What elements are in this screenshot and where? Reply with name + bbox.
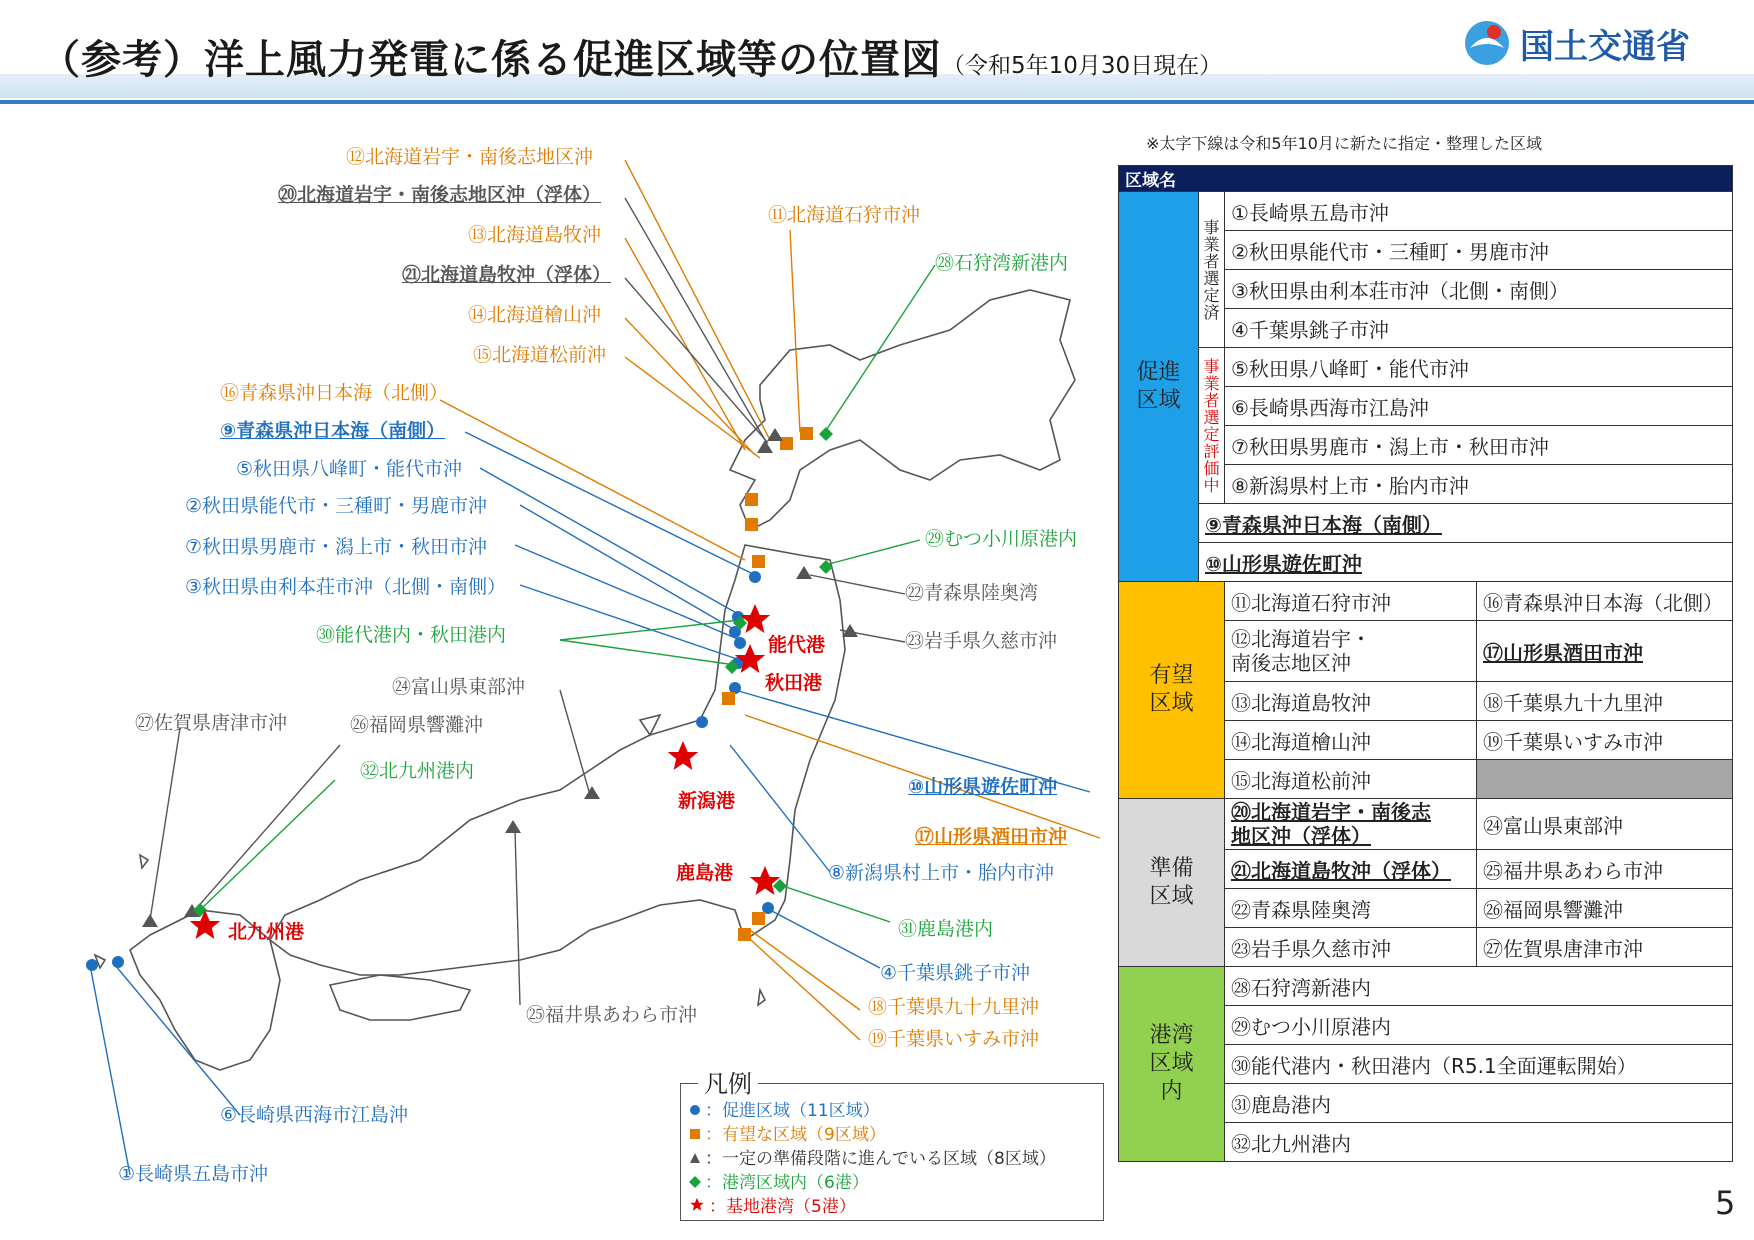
- legend-title: 凡例: [698, 1064, 758, 1099]
- port-label-noshiro: 能代港: [768, 634, 826, 656]
- map-label: ①長崎県五島市沖: [118, 1163, 269, 1185]
- map-label: ㉚能代港内・秋田港内: [316, 624, 507, 646]
- map-label: ⑧新潟県村上市・胎内市沖: [828, 862, 1055, 884]
- map-label: ⑯青森県沖日本海（北側）: [220, 382, 449, 404]
- honshu-shape: [270, 545, 845, 975]
- zone-item: ⑬北海道島牧沖: [1225, 682, 1477, 721]
- zone-item: ⑪北海道石狩市沖: [1225, 582, 1477, 621]
- category-harbor: 港湾 区域 内: [1119, 967, 1225, 1162]
- zone-item: ①長崎県五島市沖: [1225, 192, 1733, 231]
- zone-table: [1118, 165, 1733, 1162]
- map-label: ⑨青森県沖日本海（南側）: [220, 420, 446, 442]
- zone-item-new: ⑩山形県遊佐町沖: [1199, 543, 1733, 582]
- blue-circle-icon: [689, 1101, 701, 1121]
- zone-item: ⑥長崎県西海市江島沖: [1225, 387, 1733, 426]
- port-label-niigata: 新潟港: [678, 790, 736, 812]
- zone-item: ⑭北海道檜山沖: [1225, 721, 1477, 760]
- legend: [680, 1083, 1104, 1221]
- zone-item: ㉙むつ小川原港内: [1225, 1006, 1733, 1045]
- port-label-kitakyushu: 北九州港: [228, 921, 305, 943]
- orange-square-icon: [689, 1125, 701, 1145]
- legend-preparation: ：一定の準備段階に進んでいる区域（8区域）: [689, 1144, 1056, 1169]
- table-header: 区域名: [1119, 166, 1733, 192]
- legend-promotion: ：促進区域（11区域）: [689, 1096, 880, 1121]
- zone-item: ⑦秋田県男鹿市・潟上市・秋田市沖: [1225, 426, 1733, 465]
- japan-map: [0, 120, 1110, 1230]
- hokkaido-shape: [730, 290, 1075, 530]
- map-label: ㉓岩手県久慈市沖: [905, 630, 1058, 652]
- legend-base-port: ：基地港湾（5港）: [689, 1192, 856, 1218]
- zone-item: ⑫北海道岩宇・ 南後志地区沖: [1225, 621, 1477, 682]
- category-promotion: 促進 区域: [1119, 192, 1199, 582]
- map-label: ㉔富山県東部沖: [392, 676, 526, 698]
- map-label: ⑪北海道石狩市沖: [768, 204, 921, 226]
- map-label: ⑬北海道島牧沖: [468, 224, 602, 246]
- map-label: ⑳北海道岩宇・南後志地区沖（浮体）: [278, 184, 602, 206]
- map-label: ㉜北九州港内: [360, 760, 475, 782]
- zone-item: ㉘石狩湾新港内: [1225, 967, 1733, 1006]
- green-diamond-icon: [689, 1173, 701, 1193]
- zone-item-new: ⑳北海道岩宇・南後志 地区沖（浮体）: [1225, 799, 1477, 850]
- zone-item: ㉓岩手県久慈市沖: [1225, 928, 1477, 967]
- map-label: ⑱千葉県九十九里沖: [868, 996, 1040, 1018]
- table-note: ※太字下線は令和5年10月に新たに指定・整理した区域: [1146, 134, 1542, 153]
- page-number: 5: [1715, 1184, 1736, 1222]
- map-label: ⑩山形県遊佐町沖: [908, 776, 1058, 798]
- legend-port: ：港湾区域内（6港）: [689, 1168, 869, 1193]
- page-title: （参考）洋上風力発電に係る促進区域等の位置図（令和5年10月30日現在）: [40, 37, 1223, 83]
- page-subtitle: （令和5年10月30日現在）: [942, 53, 1223, 79]
- map-label: ㉒青森県陸奥湾: [905, 582, 1039, 604]
- map-label: ⑥長崎県西海市江島沖: [220, 1104, 409, 1126]
- mlit-emblem-icon: [1462, 18, 1512, 68]
- map-label: ⑲千葉県いすみ市沖: [868, 1028, 1040, 1050]
- mlit-logo: [1462, 18, 1690, 68]
- zone-item: ⑮北海道松前沖: [1225, 760, 1477, 799]
- zone-item: ⑲千葉県いすみ市沖: [1477, 721, 1733, 760]
- sub-evaluating: 事業者選定評価中: [1199, 348, 1225, 504]
- shikoku-shape: [330, 975, 470, 1020]
- zone-item: ㉖福岡県響灘沖: [1477, 889, 1733, 928]
- map-label: ⑰山形県酒田市沖: [915, 826, 1068, 848]
- sado-shape: [640, 715, 660, 735]
- map-label: ④千葉県銚子市沖: [880, 962, 1031, 984]
- zone-item: ㉔富山県東部沖: [1477, 799, 1733, 850]
- port-label-akita: 秋田港: [765, 672, 823, 694]
- sub-selected: 事業者選定済: [1199, 192, 1225, 348]
- map-label: ㉛鹿島港内: [898, 918, 994, 940]
- category-promising: 有望 区域: [1119, 582, 1225, 799]
- map-label: ㉑北海道島牧沖（浮体）: [402, 264, 612, 286]
- map-label: ㉘石狩湾新港内: [935, 252, 1069, 274]
- zone-item: ㉚能代港内・秋田港内（R5.1全面運転開始）: [1225, 1045, 1733, 1084]
- zone-item: ②秋田県能代市・三種町・男鹿市沖: [1225, 231, 1733, 270]
- zone-item-new: ⑨青森県沖日本海（南側）: [1199, 504, 1733, 543]
- zone-item: ④千葉県銚子市沖: [1225, 309, 1733, 348]
- map-label: ㉙むつ小川原港内: [925, 528, 1078, 550]
- map-label: ㉕福井県あわら市沖: [526, 1004, 698, 1026]
- zone-item: ⑯青森県沖日本海（北側）: [1477, 582, 1733, 621]
- map-label: ⑮北海道松前沖: [473, 344, 607, 366]
- map-label: ②秋田県能代市・三種町・男鹿市沖: [185, 495, 488, 517]
- table-header-row: [1119, 166, 1733, 192]
- legend-promising: ：有望な区域（9区域）: [689, 1120, 886, 1145]
- empty-cell: [1477, 760, 1733, 799]
- map-label: ⑭北海道檜山沖: [468, 304, 602, 326]
- zone-item: ③秋田県由利本荘市沖（北側・南側）: [1225, 270, 1733, 309]
- map-label: ③秋田県由利本荘市沖（北側・南側）: [185, 576, 507, 598]
- map-label: ㉖福岡県響灘沖: [350, 714, 484, 736]
- map-label: ⑤秋田県八峰町・能代市沖: [236, 458, 463, 480]
- map-label: ⑫北海道岩宇・南後志地区沖: [346, 146, 594, 168]
- zone-item: ㉗佐賀県唐津市沖: [1477, 928, 1733, 967]
- zone-item-new: ⑰山形県酒田市沖: [1477, 621, 1733, 682]
- logo-text: 国土交通省: [1520, 26, 1690, 67]
- category-preparation: 準備 区域: [1119, 799, 1225, 967]
- zone-item: ㉒青森県陸奥湾: [1225, 889, 1477, 928]
- port-label-kashima: 鹿島港: [676, 862, 734, 884]
- zone-item: ㉛鹿島港内: [1225, 1084, 1733, 1123]
- zone-item-new: ㉑北海道島牧沖（浮体）: [1225, 850, 1477, 889]
- zone-item: ⑱千葉県九十九里沖: [1477, 682, 1733, 721]
- header-divider: [0, 100, 1754, 104]
- map-label: ⑦秋田県男鹿市・潟上市・秋田市沖: [185, 536, 488, 558]
- zone-item: ⑧新潟県村上市・胎内市沖: [1225, 465, 1733, 504]
- header: [0, 0, 1754, 112]
- zone-item: ㉜北九州港内: [1225, 1123, 1733, 1162]
- gray-triangle-icon: [689, 1149, 701, 1169]
- zone-item: ⑤秋田県八峰町・能代市沖: [1225, 348, 1733, 387]
- red-star-icon: [689, 1197, 705, 1218]
- zone-item: ㉕福井県あわら市沖: [1477, 850, 1733, 889]
- map-label: ㉗佐賀県唐津市沖: [135, 712, 288, 734]
